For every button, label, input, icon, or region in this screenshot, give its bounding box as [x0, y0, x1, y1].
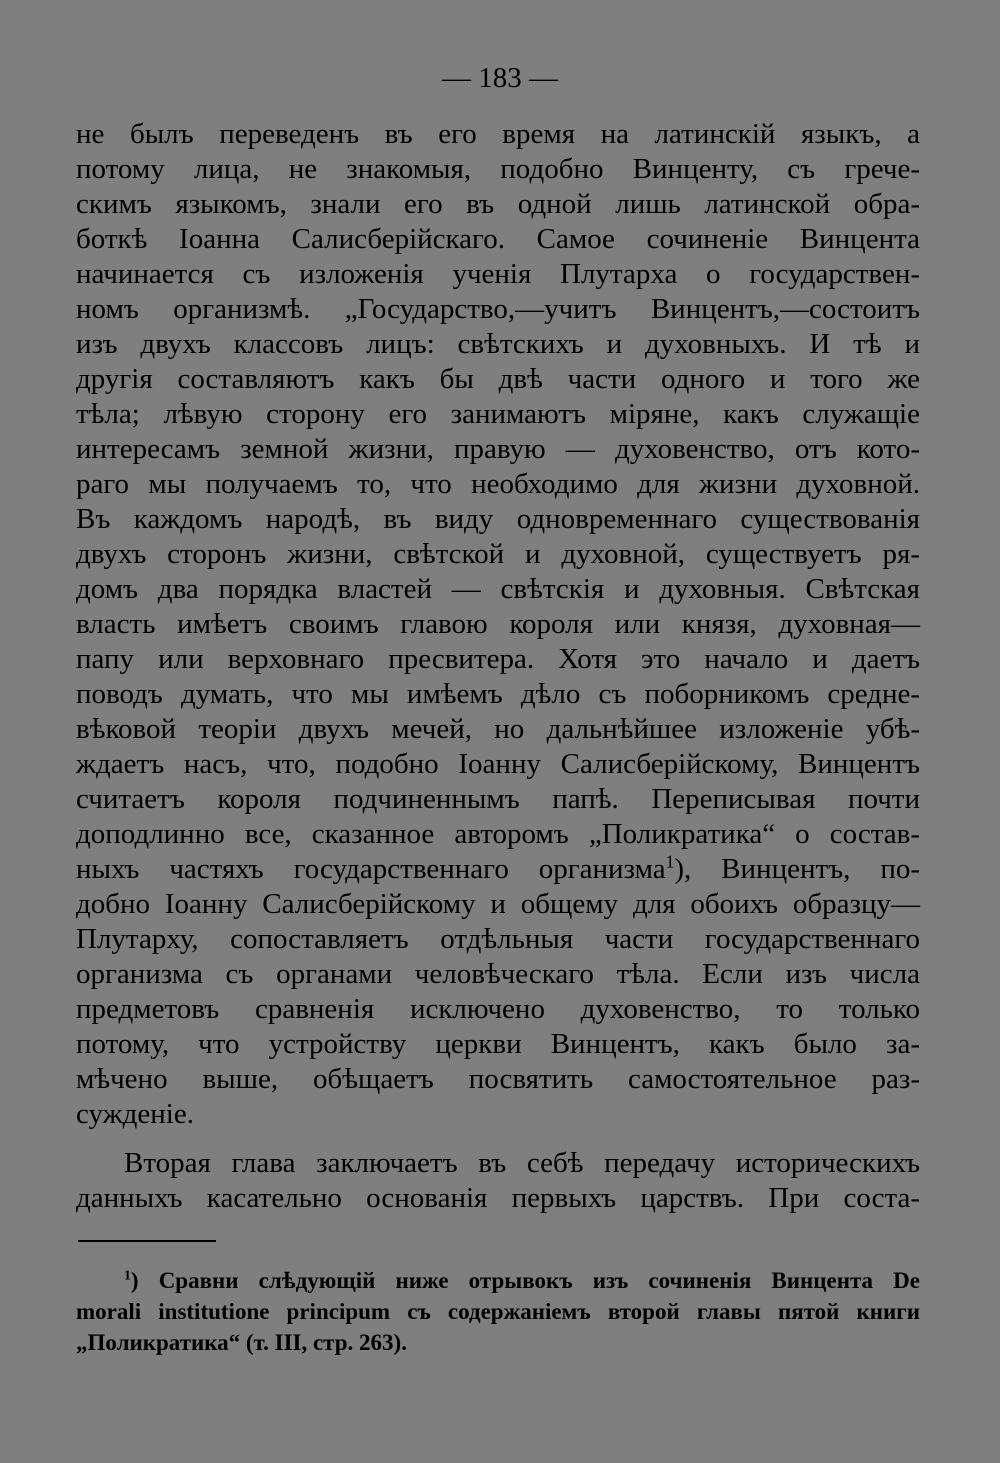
footnote-separator: [78, 1240, 216, 1242]
body-line: мѣчено выше, обѣщаетъ посвятить самостоятельное раз-: [76, 1063, 920, 1095]
body-line: доподлинно все, сказанное авторомъ „Поликратика“ о состав-: [76, 818, 920, 850]
body-line: считаетъ короля подчиненнымъ папѣ. Переписывая почти: [76, 783, 920, 815]
body-line: начинается съ изложенія ученія Плутарха о государствен-: [76, 258, 920, 290]
body-line: добно Іоанну Салисберійскому и общему для обоихъ образцу—: [76, 888, 920, 920]
body-line: не былъ переведенъ въ его время на латинскій языкъ, а: [76, 118, 920, 150]
footnote-line: morali institutione principum съ содержаніемъ второй главы пятой книги: [76, 1299, 920, 1324]
body-line: сужденіе.: [76, 1098, 194, 1130]
body-line: домъ два порядка властей — свѣтскія и духовныя. Свѣтская: [76, 573, 920, 605]
body-line-text: ), Винцентъ, по-: [674, 853, 921, 885]
body-line: раго мы получаемъ то, что необходимо для жизни духовной.: [76, 468, 920, 500]
body-line: данныхъ касательно основанія первыхъ царствъ. При соста-: [76, 1182, 920, 1214]
body-line: интересамъ земной жизни, правую — духовенство, отъ кото-: [76, 433, 920, 465]
page-number: — 183 —: [442, 62, 558, 94]
body-line: вѣковой теоріи двухъ мечей, но дальнѣйшее изложеніе убѣ-: [76, 713, 920, 745]
body-line: папу или верховнаго пресвитера. Хотя это начало и даетъ: [76, 643, 920, 675]
body-line: предметовъ сравненія исключено духовенство, то только: [76, 993, 920, 1025]
body-line: Въ каждомъ народѣ, въ виду одновременнаго существованія: [76, 503, 920, 535]
body-line: тѣла; лѣвую сторону его занимаютъ міряне, какъ служащіе: [76, 398, 920, 430]
body-line: двухъ сторонъ жизни, свѣтской и духовной, существуетъ ря-: [76, 538, 920, 570]
body-line: другія составляютъ какъ бы двѣ части одного и того же: [76, 363, 920, 395]
body-line: власть имѣетъ своимъ главою короля или князя, духовная—: [76, 608, 920, 640]
body-line: ждаетъ насъ, что, подобно Іоанну Салисберійскому, Винцентъ: [76, 748, 920, 780]
footnote-text: ) Сравни слѣдующій ниже отрывокъ изъ сочиненія Винцента De: [130, 1268, 920, 1293]
body-line: Плутарху, сопоставляетъ отдѣльныя части государственнаго: [76, 923, 920, 955]
body-line: поводъ думать, что мы имѣемъ дѣло съ поборникомъ средне-: [76, 678, 920, 710]
footnote-line: [76, 1266, 920, 1295]
body-line: Вторая глава заключаетъ въ себѣ передачу историческихъ: [124, 1147, 920, 1179]
body-line: организма съ органами человѣческаго тѣла. Если изъ числа: [76, 958, 920, 990]
footnote-line: „Поликратика“ (т. III, стр. 263).: [76, 1330, 407, 1355]
body-line: потому лица, не знакомыя, подобно Винценту, съ грече-: [76, 153, 920, 185]
body-line: номъ организмѣ. „Государство,—учитъ Винцентъ,—состоитъ: [76, 293, 920, 325]
body-line-text: ныхъ частяхъ государственнаго организма: [76, 853, 666, 885]
body-line: изъ двухъ классовъ лицъ: свѣтскихъ и духовныхъ. И тѣ и: [76, 328, 920, 360]
footnote-marker: 1: [124, 1267, 131, 1283]
body-line-with-footnote-ref: [76, 852, 920, 887]
footnote-reference: 1: [665, 851, 675, 872]
body-line: боткѣ Іоанна Салисберійскаго. Самое сочиненіе Винцента: [76, 223, 920, 255]
body-line: потому, что устройству церкви Винцентъ, какъ было за-: [76, 1028, 920, 1060]
body-line: скимъ языкомъ, знали его въ одной лишь латинской обра-: [76, 188, 920, 220]
